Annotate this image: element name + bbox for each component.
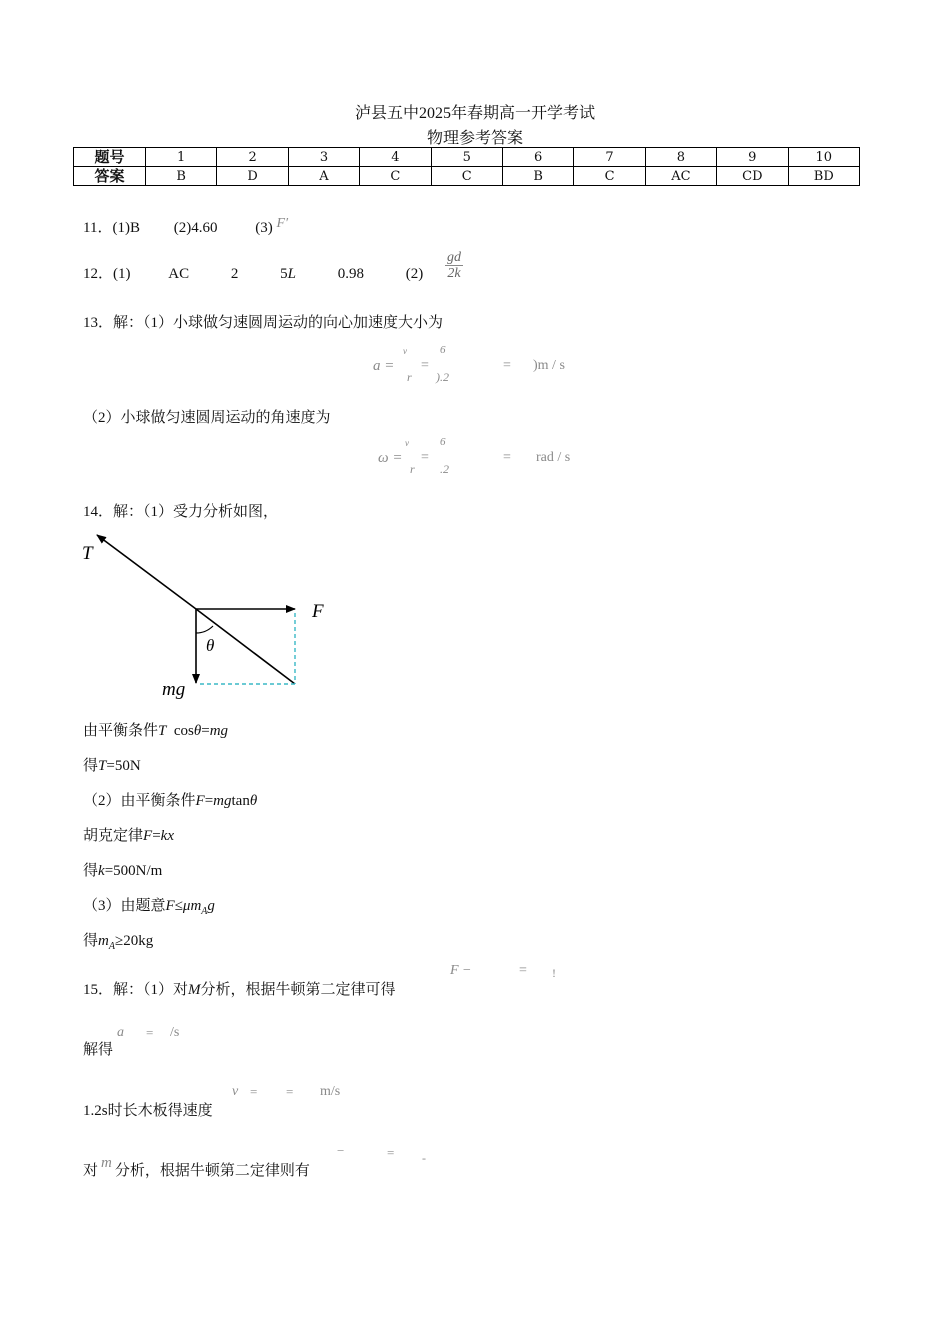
table-cell: 10 [788,148,859,167]
q14-l1-T: T [158,723,167,739]
q14-l1-theta: θ [193,723,202,739]
q12-line [83,262,423,283]
eq2-lhs: ω = [378,450,403,466]
label-F: F [312,601,324,622]
q15-l4-frag1: − [337,1143,345,1158]
q14-l4-prefix: 胡克定律 [83,828,144,844]
table-cell: 3 [288,148,359,167]
q15-l1-frag2: = [519,963,527,978]
eq1-lhs: a = [373,358,395,374]
q15-l1-frag3: ! [552,966,556,980]
q15-line-1 [83,978,396,999]
tension-vector [97,535,196,609]
q14-line-3 [83,789,257,810]
q12-part1: (1) [113,266,131,282]
label-theta: θ [206,636,215,655]
q15-l3-frag4: m/s [320,1084,341,1099]
q12-value-3-coef: 5 [280,266,288,282]
table-cell: BD [788,167,859,186]
row-label-answer: 答案 [74,167,146,186]
q11-part2: (2)4.60 [173,220,218,236]
eq1-equals: = [503,358,511,373]
q11-part1: (1)B [112,220,140,236]
eq2-frag-bot2: .2 [440,462,449,476]
table-cell: 9 [717,148,788,167]
q12-fraction-numerator: gd [447,250,461,265]
table-cell: 8 [645,148,716,167]
angle-arc [196,626,213,633]
q14-l3-F: F [195,793,205,809]
q14-l7-sub: A [108,941,115,952]
q15-l4-prefix: 对 [83,1163,99,1179]
q14-l4-eq: = [152,828,161,844]
table-cell: A [288,167,359,186]
q15-l2-frag1: a [117,1025,124,1040]
q14-l5-value: =500N/m [104,863,163,879]
row-label-number: 题号 [74,148,146,167]
q15-l3-frag2: = [250,1084,258,1099]
eq1-frag-top2: 6 [440,344,446,356]
q14-l1-prefix: 由平衡条件 [83,723,159,739]
q12-fraction [445,250,463,281]
q14-l2-prefix: 得 [83,758,99,774]
q15-line-4 [83,1155,310,1180]
q15-l4-m: m [101,1155,112,1171]
q14-line-2 [83,754,141,775]
exam-title: 泸县五中2025年春期高一开学考试 [354,105,595,122]
q14-l6-le: ≤ [174,898,183,914]
eq2-equals: = [503,450,511,465]
q14-l6-mu: μm [182,898,202,914]
table-cell: CD [717,167,788,186]
q14-l6-F: F [165,898,175,914]
q12-number: 12． [83,266,114,282]
q15-line-2: 解得 [83,1042,114,1058]
q14-l3-theta: θ [249,793,258,809]
q13-intro: 13．解：（1）小球做匀速圆周运动的向心加速度大小为 [83,315,444,331]
q15-line-3: 1.2s时长木板得速度 [83,1103,213,1119]
eq1-frag-mid: = [421,358,429,373]
table-cell: 1 [146,148,217,167]
table-cell: C [360,167,431,186]
eq2-frag-top2: 6 [440,436,446,448]
q14-l1-mg: mg [209,723,229,739]
table-row-numbers [74,148,860,167]
q12-value-3-var: L [287,266,296,282]
q12-value-2: 2 [230,266,239,282]
q14-l7-m: m [98,933,109,949]
table-cell: 6 [502,148,573,167]
table-cell: 5 [431,148,502,167]
q14-l6-sub: A [201,906,208,917]
eq2-rhs: rad / s [536,450,571,465]
q14-intro: 14．解：（1）受力分析如图， [83,504,279,520]
table-cell: B [146,167,217,186]
table-cell: B [502,167,573,186]
q14-line-5 [83,859,162,880]
q15-l1-suffix: 分析，根据牛顿第二定律可得 [200,982,396,998]
eq2-frag-mid: = [421,450,429,465]
table-cell: 4 [360,148,431,167]
q12-part2: (2) [405,266,424,282]
q14-l5-prefix: 得 [83,863,99,879]
q13-part2: （2）小球做匀速圆周运动的角速度为 [83,410,331,426]
q15-l1-M: M [188,982,201,998]
table-cell: 2 [217,148,288,167]
q13-equation-1 [373,346,603,388]
q11-line [83,216,288,237]
eq1-rhs: )m / s [533,358,565,373]
eq1-frag-bot1: r [407,370,412,384]
table-row-answers [74,167,860,186]
q14-l4-F: F [143,828,153,844]
eq1-frag-bot2: ).2 [436,370,449,384]
q15-l3-frag1: v [232,1084,239,1099]
force-diagram [70,525,360,705]
q15-l1-prefix: 15．解：（1）对 [83,982,189,998]
q14-l3-eq: = [204,793,214,809]
q14-line-1 [83,719,228,740]
answer-table [73,147,860,186]
q14-l1-cos: cos [173,723,194,739]
q15-l1-frag1: F − [450,963,472,978]
q14-l6-g: g [207,898,215,914]
q14-line-7 [83,929,153,952]
table-cell: C [431,167,502,186]
q14-line-6 [83,894,215,917]
q15-l3-frag3: = [286,1084,294,1099]
label-T: T [82,543,93,564]
table-cell: D [217,167,288,186]
q12-fraction-denominator: 2k [447,266,461,281]
q14-l2-value: =50N [106,758,141,774]
q15-l4-suffix: 分析，根据牛顿第二定律则有 [114,1163,310,1179]
q14-l5-k: k [98,863,105,879]
q13-equation-2 [378,438,608,480]
q14-l6-prefix: （3）由题意 [83,898,166,914]
q15-l4-frag2: = [387,1145,395,1160]
q12-value-3 [280,266,296,282]
q14-line-4 [83,824,174,845]
label-mg: mg [162,679,186,700]
q14-l3-tan: tan [231,793,250,809]
q14-l2-T: T [98,758,107,774]
q11-part3: (3) [255,220,273,236]
q12-value-1: AC [168,266,190,282]
table-cell: 7 [574,148,645,167]
q15-l4-frag3: - [422,1151,426,1165]
q14-l3-mg: mg [213,793,232,809]
eq1-frag-top: v [403,346,407,356]
q11-formula: F′ [276,216,289,231]
eq2-frag-bot1: r [410,462,415,476]
q15-l2-frag2: = [146,1025,154,1040]
q14-l1-eq: = [201,723,210,739]
q14-l3-prefix: （2）由平衡条件 [83,793,196,809]
table-cell: C [574,167,645,186]
exam-subtitle: 物理参考答案 [426,130,523,147]
q11-number: 11． [83,220,113,236]
q14-l4-kx: kx [160,828,174,844]
q14-l7-prefix: 得 [83,933,99,949]
q12-value-4: 0.98 [337,266,364,282]
q15-l2-frag3: /s [170,1025,180,1040]
table-cell: AC [645,167,716,186]
q14-l7-value: ≥20kg [114,933,154,949]
eq2-frag-top: v [405,438,409,448]
